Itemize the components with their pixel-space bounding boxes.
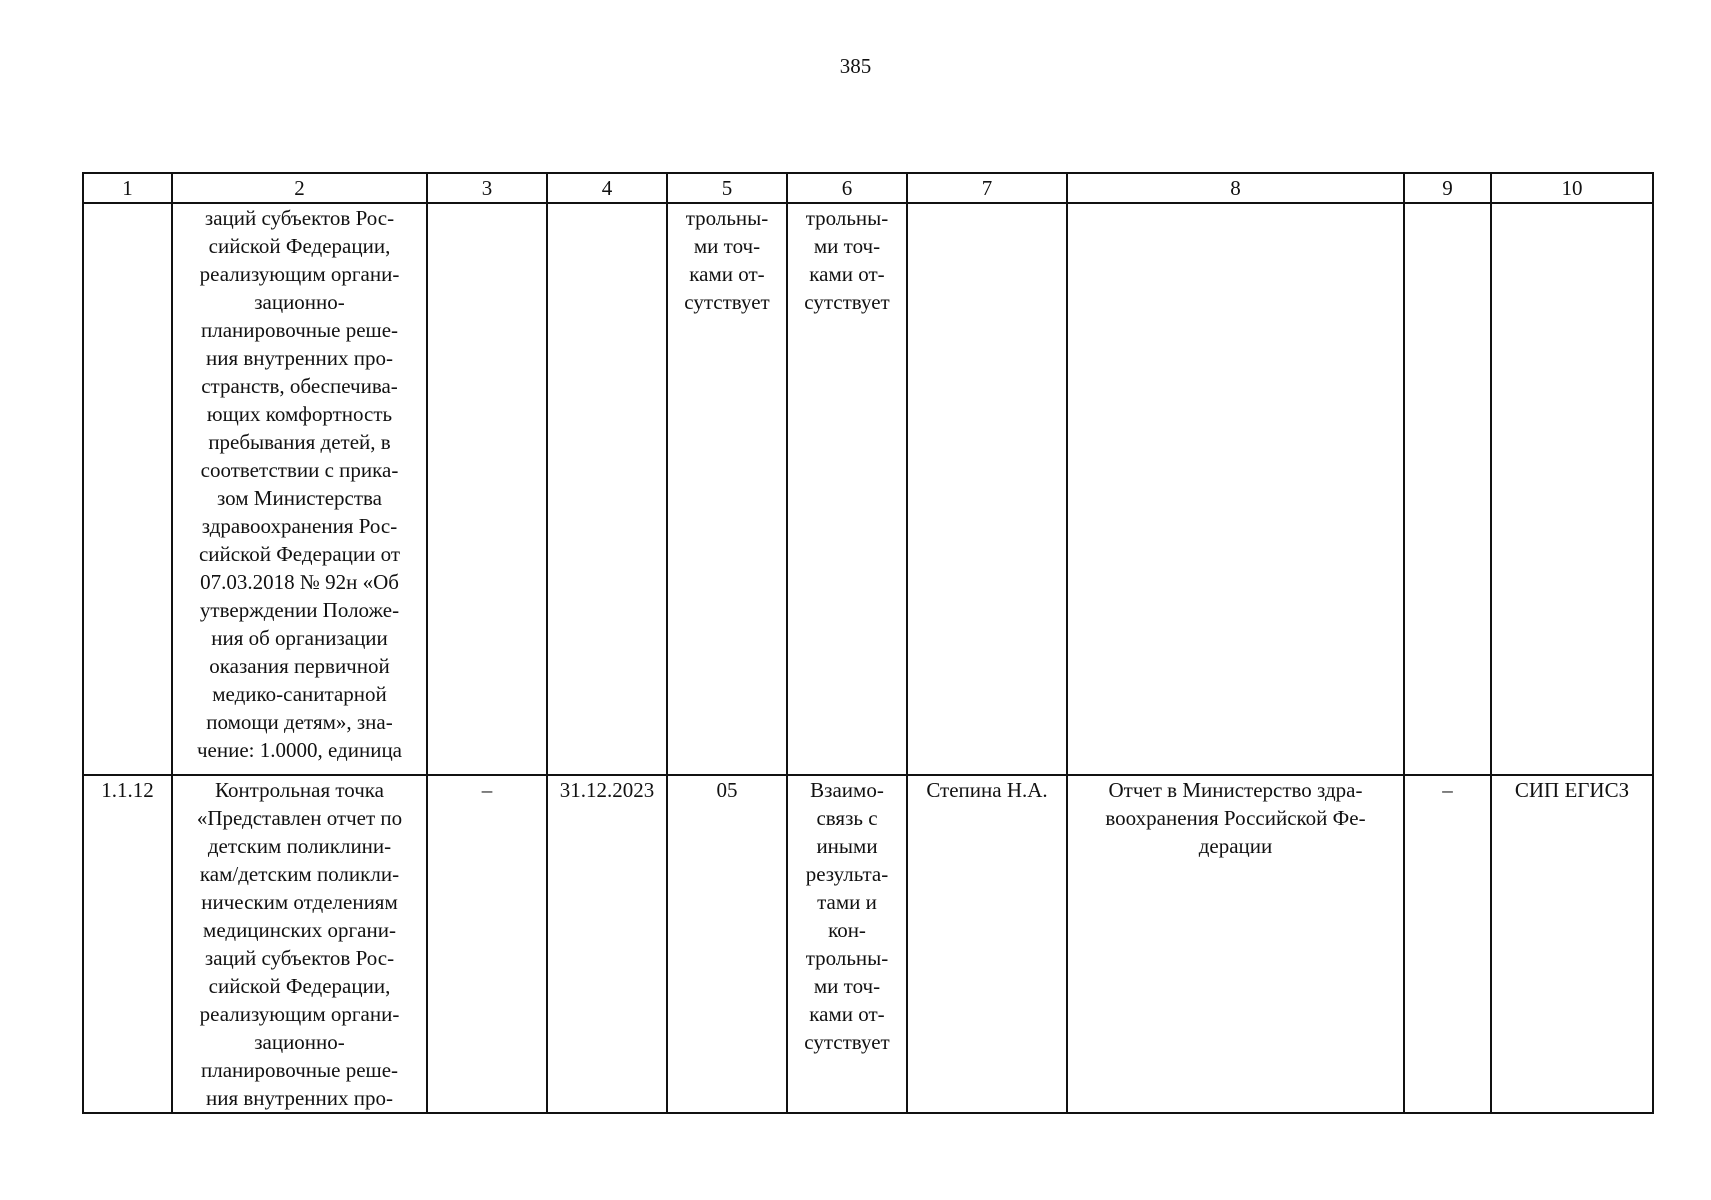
table-row-continuation [83, 203, 1653, 775]
text-line: трольны- [685, 206, 769, 230]
text-line: тами и [817, 890, 877, 914]
text-line: сутствует [684, 290, 770, 314]
text-line: детским поликлини- [207, 834, 392, 858]
text-line: ками от- [809, 262, 885, 286]
text-line: странств, обеспечива- [201, 374, 398, 398]
cell-empty [907, 203, 1067, 775]
cell-empty [1067, 203, 1404, 775]
text-line: трольны- [805, 946, 889, 970]
text-line: 07.03.2018 № 92н «Об [200, 570, 399, 594]
text-line: ния внутренних про- [206, 346, 393, 370]
text-line: заций субъектов Рос- [204, 946, 395, 970]
text-line: Контрольная точка [214, 778, 384, 802]
cell-document [1067, 775, 1404, 1113]
cell-description [172, 775, 427, 1113]
text-line: ками от- [689, 262, 765, 286]
text-line: дерации [1198, 834, 1273, 858]
cell-empty [547, 203, 667, 775]
cell-system: СИП ЕГИСЗ [1491, 775, 1653, 1113]
cell-col3: – [427, 775, 547, 1113]
text-line: воохранения Российской Фе- [1105, 806, 1366, 830]
page-number: 385 [839, 54, 872, 78]
cell-col9: – [1404, 775, 1491, 1113]
text-line: кам/детским поликли- [199, 862, 400, 886]
text-line: ми точ- [813, 234, 881, 258]
text-line: оказания первичной [209, 654, 390, 678]
text-line: сутствует [804, 290, 890, 314]
text-line: сутствует [804, 1030, 890, 1054]
text-line: здравоохранения Рос- [201, 514, 398, 538]
text-line: пребывания детей, в [208, 430, 391, 454]
text-line: утверждении Положе- [199, 598, 400, 622]
column-number: 8 [1067, 173, 1404, 203]
text-line: результа- [805, 862, 889, 886]
cell-number: 1.1.12 [83, 775, 172, 1113]
cell-col5: 05 [667, 775, 787, 1113]
text-line: ми точ- [813, 974, 881, 998]
text-line: заций субъектов Рос- [204, 206, 395, 230]
text-line: иными [816, 834, 878, 858]
cell-empty [1404, 203, 1491, 775]
cell-empty [1491, 203, 1653, 775]
text-line: связь с [816, 806, 878, 830]
text-line: ющих комфортность [206, 402, 393, 426]
column-number: 1 [83, 173, 172, 203]
text-line: реализующим органи- [199, 1002, 400, 1026]
text-line: реализующим органи- [199, 262, 400, 286]
text-line: зационно- [254, 290, 345, 314]
column-number: 7 [907, 173, 1067, 203]
column-number: 4 [547, 173, 667, 203]
column-number: 5 [667, 173, 787, 203]
cell-col5 [667, 203, 787, 775]
text-line: медицинских органи- [203, 918, 396, 942]
cell-date: 31.12.2023 [547, 775, 667, 1113]
text-line: ками от- [809, 1002, 885, 1026]
text-line: зационно- [254, 1030, 345, 1054]
text-line: сийской Федерации, [208, 234, 391, 258]
cell-col6 [787, 775, 907, 1113]
text-line: ния об организации [211, 626, 388, 650]
text-line: зом Министерства [217, 486, 382, 510]
text-line: медико-санитарной [212, 682, 387, 706]
column-number-row [83, 173, 1653, 203]
text-line: сийской Федерации, [208, 974, 391, 998]
text-line: Отчет в Министерство здра- [1108, 778, 1363, 802]
cell-number-empty [83, 203, 172, 775]
plan-table [82, 172, 1654, 1114]
text-line: соответствии с прика- [200, 458, 399, 482]
text-line: «Представлен отчет по [196, 806, 403, 830]
column-number: 3 [427, 173, 547, 203]
column-number: 6 [787, 173, 907, 203]
column-number: 10 [1491, 173, 1653, 203]
text-line: планировочные реше- [200, 1058, 399, 1082]
text-line: кон- [828, 918, 866, 942]
table-row-1-1-12 [83, 775, 1653, 1113]
text-line: Взаимо- [810, 778, 884, 802]
cell-responsible: Степина Н.А. [907, 775, 1067, 1113]
text-line: трольны- [805, 206, 889, 230]
text-line: ния внутренних про- [206, 1086, 393, 1110]
text-line: ми точ- [693, 234, 761, 258]
cell-empty [427, 203, 547, 775]
text-line: ническим отделениям [201, 890, 398, 914]
text-line: сийской Федерации от [198, 542, 401, 566]
column-number: 2 [172, 173, 427, 203]
text-line: чение: 1.0000, единица [196, 738, 403, 762]
column-number: 9 [1404, 173, 1491, 203]
text-line: планировочные реше- [200, 318, 399, 342]
cell-col6 [787, 203, 907, 775]
text-line: помощи детям», зна- [206, 710, 393, 734]
cell-description [172, 203, 427, 775]
